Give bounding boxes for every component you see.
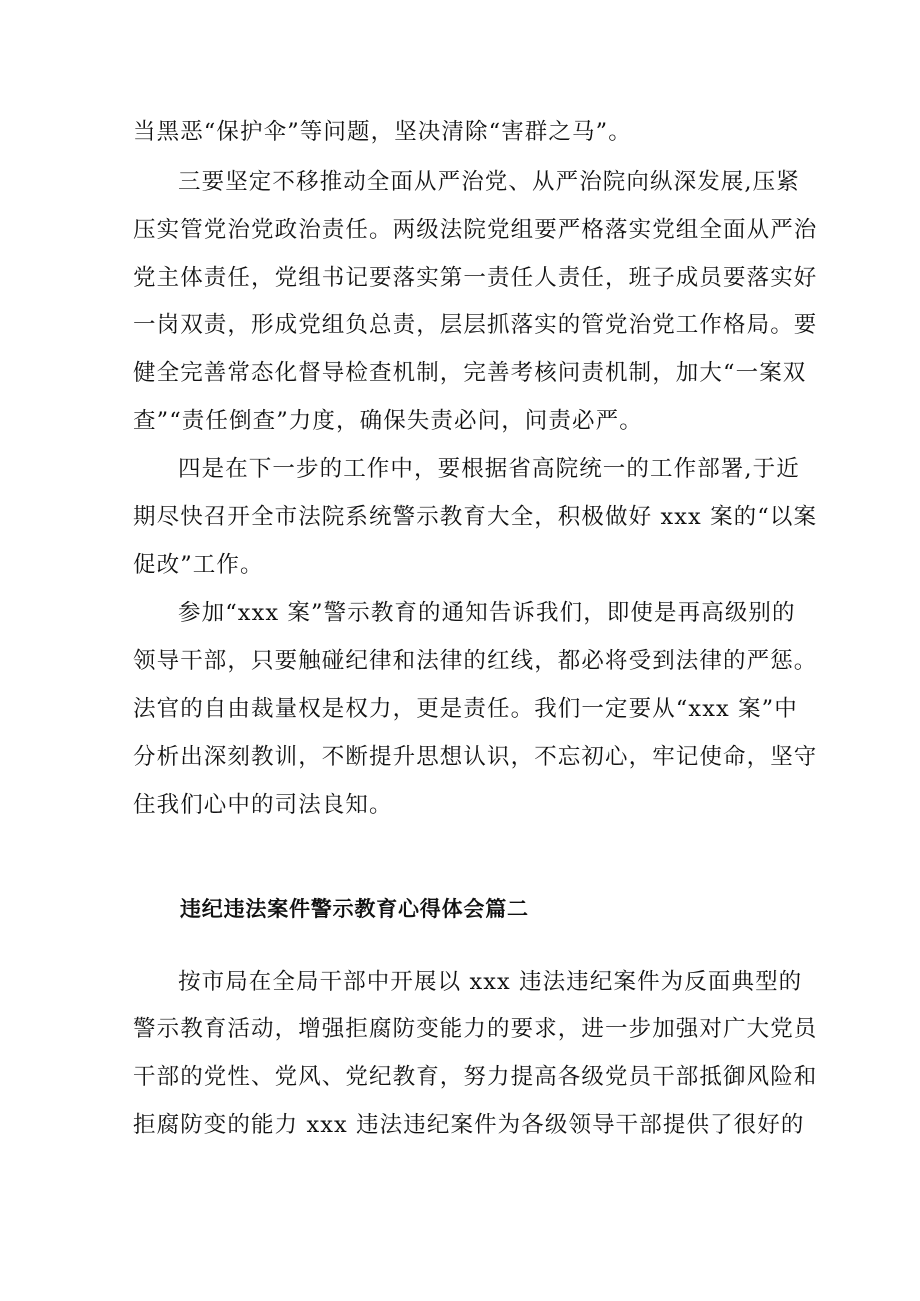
text-line: 查”“责任倒查”力度，确保失责必问，问责必严。 [133,408,643,434]
text-line: 健全完善常态化督导检查机制，完善考核问责机制，加大“一案双 [133,360,807,386]
text-line: 党主体责任，党组书记要落实第一责任人责任，班子成员要落实好 [133,265,818,291]
text-line: 三要坚定不移推动全面从严治党、从严治院向纵深发展,压紧 [178,169,800,195]
text-line: 压实管党治党政治责任。两级法院党组要严格落实党组全面从严治 [133,217,818,243]
text-line: 当黑恶“保护伞”等问题，坚决清除“害群之马”。 [133,119,632,145]
text-line: 一岗双责，形成党组负总责，层层抓落实的管党治党工作格局。要 [133,312,818,338]
text-line: 领导干部，只要触碰纪律和法律的红线，都必将受到法律的严惩。 [133,648,818,674]
text-line: 住我们心中的司法良知。 [133,792,393,818]
text-line: 期尽快召开全市法院系统警示教育大全，积极做好 xxx 案的“以案 [133,504,818,530]
text-line: 分析出深刻教训，不断提升思想认识，不忘初心，牢记使命，坚守 [133,744,818,770]
text-line: 法官的自由裁量权是权力，更是责任。我们一定要从“xxx 案”中 [133,696,798,722]
text-line: 按市局在全局干部中开展以 xxx 违法违纪案件为反面典型的 [178,969,803,995]
text-line: 干部的党性、党风、党纪教育，努力提高各级党员干部抵御风险和 [133,1064,818,1090]
text-line: 四是在下一步的工作中，要根据省高院统一的工作部署,于近 [178,456,800,482]
text-line: 警示教育活动，增强拒腐防变能力的要求，进一步加强对广大党员 [133,1016,818,1042]
text-line: 促改”工作。 [133,552,264,578]
text-line: 参加“xxx 案”警示教育的通知告诉我们，即使是再高级别的 [178,600,796,626]
text-line: 拒腐防变的能力 xxx 违法违纪案件为各级领导干部提供了很好的 [133,1112,805,1138]
section-heading: 违纪违法案件警示教育心得体会篇二 [180,897,529,921]
